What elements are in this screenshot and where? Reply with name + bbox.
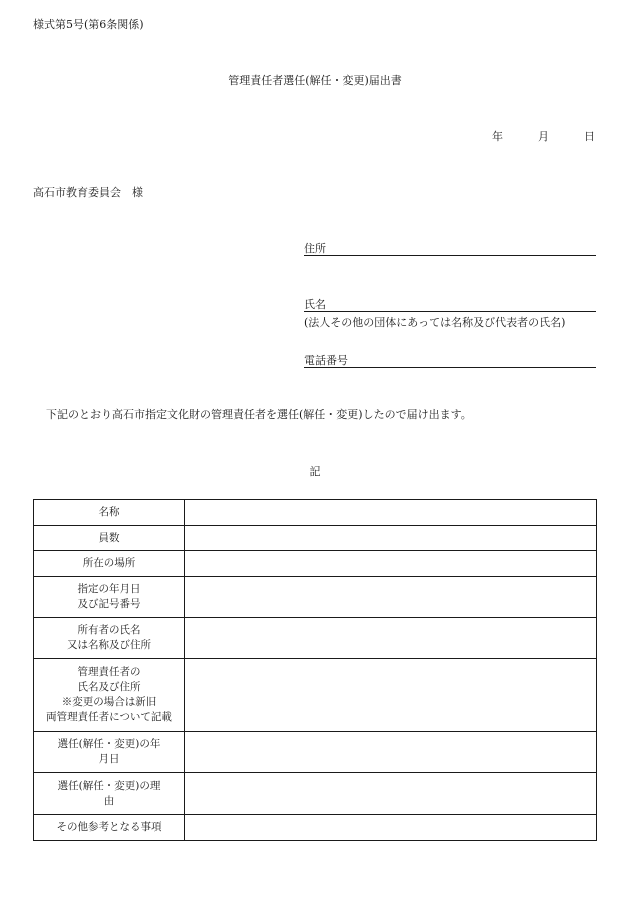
- addressee: 高石市教育委員会 様: [33, 186, 143, 199]
- address-field[interactable]: [304, 241, 596, 256]
- row-label-appointment-date: 選任(解任・変更)の年 月日: [34, 732, 185, 773]
- table-row: [34, 815, 597, 841]
- row-label-count: 員数: [34, 526, 185, 551]
- name-note: (法人その他の団体にあっては名称及び代表者の氏名): [304, 316, 566, 329]
- table-row: [34, 577, 597, 618]
- table-row: [34, 500, 597, 526]
- row-value-appointment-reason[interactable]: [185, 773, 597, 815]
- body-text: 下記のとおり高石市指定文化財の管理責任者を選任(解任・変更)したので届け出ます。: [46, 408, 472, 421]
- form-number: 様式第5号(第6条関係): [33, 18, 144, 31]
- row-value-location[interactable]: [185, 551, 597, 577]
- name-label: 氏名: [304, 298, 326, 311]
- date-month-label: 月: [538, 130, 549, 143]
- row-value-name[interactable]: [185, 500, 597, 526]
- row-label-owner: 所有者の氏名 又は名称及び住所: [34, 618, 185, 659]
- row-value-appointment-date[interactable]: [185, 732, 597, 773]
- details-table: [33, 499, 597, 841]
- table-row: [34, 659, 597, 732]
- row-value-owner[interactable]: [185, 618, 597, 659]
- document-title: 管理責任者選任(解任・変更)届出書: [228, 74, 402, 87]
- table-row: [34, 526, 597, 551]
- table-row: [34, 551, 597, 577]
- table-row: [34, 618, 597, 659]
- row-value-designation[interactable]: [185, 577, 597, 618]
- date-day-label: 日: [584, 130, 595, 143]
- ki-heading: 記: [309, 465, 321, 478]
- table-row: [34, 732, 597, 773]
- row-label-location: 所在の場所: [34, 551, 185, 577]
- date-year-label: 年: [492, 130, 503, 143]
- table-row: [34, 773, 597, 815]
- row-value-other[interactable]: [185, 815, 597, 841]
- phone-label: 電話番号: [304, 354, 348, 367]
- phone-field[interactable]: [304, 353, 596, 368]
- row-label-manager: 管理責任者の 氏名及び住所 ※変更の場合は新旧 両管理責任者について記載: [34, 659, 185, 732]
- row-label-appointment-reason: 選任(解任・変更)の理 由: [34, 773, 185, 815]
- row-value-manager[interactable]: [185, 659, 597, 732]
- row-value-count[interactable]: [185, 526, 597, 551]
- row-label-designation: 指定の年月日 及び記号番号: [34, 577, 185, 618]
- row-label-other: その他参考となる事項: [34, 815, 185, 841]
- row-label-name: 名称: [34, 500, 185, 526]
- address-label: 住所: [304, 242, 326, 255]
- name-field[interactable]: [304, 297, 596, 312]
